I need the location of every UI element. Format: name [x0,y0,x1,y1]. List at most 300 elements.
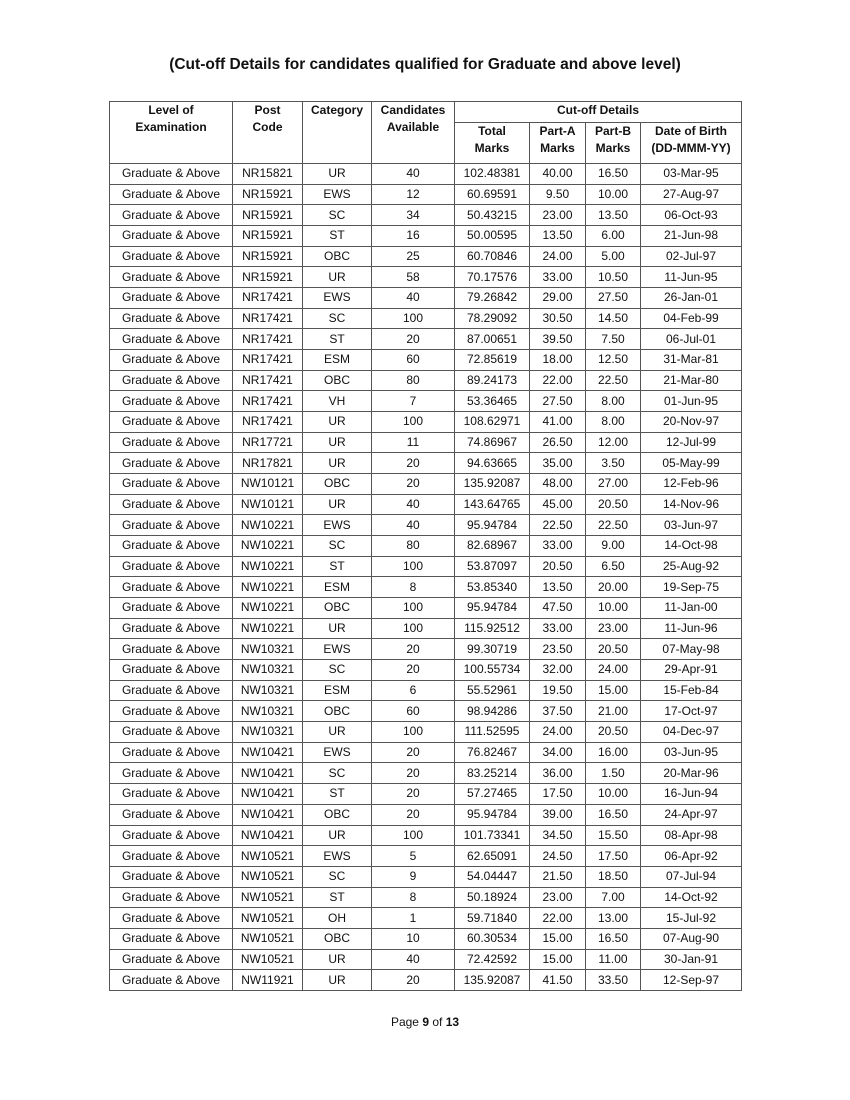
cell-post-code: NW10521 [233,928,303,949]
cell-candidates: 34 [372,205,455,226]
cell-category: EWS [303,639,372,660]
cell-total-marks: 72.85619 [455,350,530,371]
cell-post-code: NR15921 [233,267,303,288]
cell-level: Graduate & Above [110,556,233,577]
cell-total-marks: 50.00595 [455,226,530,247]
cell-post-code: NR17421 [233,391,303,412]
cell-post-code: NW10521 [233,846,303,867]
cell-part-b: 6.00 [586,226,641,247]
cell-candidates: 10 [372,928,455,949]
cell-candidates: 40 [372,164,455,185]
cell-candidates: 20 [372,474,455,495]
cell-level: Graduate & Above [110,763,233,784]
cell-dob: 14-Nov-96 [641,494,742,515]
cell-post-code: NR15921 [233,184,303,205]
cell-part-b: 7.50 [586,329,641,350]
cell-candidates: 8 [372,887,455,908]
cell-post-code: NW10521 [233,908,303,929]
cell-post-code: NW10221 [233,618,303,639]
cell-candidates: 20 [372,639,455,660]
cell-part-b: 15.50 [586,825,641,846]
cell-total-marks: 111.52595 [455,722,530,743]
cell-part-b: 5.00 [586,246,641,267]
cell-total-marks: 89.24173 [455,370,530,391]
cell-candidates: 20 [372,453,455,474]
cell-part-b: 7.00 [586,887,641,908]
cell-post-code: NR17821 [233,453,303,474]
cell-level: Graduate & Above [110,680,233,701]
cell-part-a: 20.50 [530,556,586,577]
cell-level: Graduate & Above [110,370,233,391]
cell-total-marks: 78.29092 [455,308,530,329]
cell-part-b: 33.50 [586,970,641,991]
cell-post-code: NW10421 [233,763,303,784]
cell-level: Graduate & Above [110,329,233,350]
cell-candidates: 1 [372,908,455,929]
table-row [110,763,742,784]
cell-category: EWS [303,184,372,205]
cell-total-marks: 135.92087 [455,970,530,991]
table-row [110,701,742,722]
cell-category: ESM [303,680,372,701]
cell-part-b: 12.00 [586,432,641,453]
cell-part-a: 33.00 [530,618,586,639]
cell-candidates: 25 [372,246,455,267]
table-row [110,866,742,887]
table-row [110,660,742,681]
table-row [110,164,742,185]
cell-dob: 07-Aug-90 [641,928,742,949]
table-row [110,618,742,639]
cell-dob: 16-Jun-94 [641,784,742,805]
cell-candidates: 100 [372,825,455,846]
cell-total-marks: 79.26842 [455,288,530,309]
cell-total-marks: 54.04447 [455,866,530,887]
cell-part-a: 24.00 [530,722,586,743]
cell-part-a: 47.50 [530,598,586,619]
cell-dob: 11-Jun-96 [641,618,742,639]
cell-dob: 07-May-98 [641,639,742,660]
cell-total-marks: 62.65091 [455,846,530,867]
header-post-code: Post Code [233,102,303,164]
cell-level: Graduate & Above [110,908,233,929]
cell-part-b: 8.00 [586,391,641,412]
header-part-b: Part-B Marks [586,123,641,164]
cell-level: Graduate & Above [110,350,233,371]
cell-total-marks: 143.64765 [455,494,530,515]
cell-dob: 11-Jan-00 [641,598,742,619]
table-row [110,887,742,908]
cell-category: UR [303,494,372,515]
cell-candidates: 5 [372,846,455,867]
cell-level: Graduate & Above [110,267,233,288]
cell-part-b: 13.00 [586,908,641,929]
cell-part-a: 39.50 [530,329,586,350]
cell-total-marks: 70.17576 [455,267,530,288]
table-row [110,474,742,495]
cell-total-marks: 135.92087 [455,474,530,495]
cell-dob: 25-Aug-92 [641,556,742,577]
cell-total-marks: 53.85340 [455,577,530,598]
cell-level: Graduate & Above [110,453,233,474]
cell-part-a: 19.50 [530,680,586,701]
cell-dob: 02-Jul-97 [641,246,742,267]
cell-post-code: NW10321 [233,639,303,660]
cell-dob: 14-Oct-98 [641,536,742,557]
cell-level: Graduate & Above [110,391,233,412]
table-row [110,928,742,949]
cell-category: UR [303,453,372,474]
cell-part-b: 24.00 [586,660,641,681]
cell-part-b: 20.50 [586,722,641,743]
cell-dob: 17-Oct-97 [641,701,742,722]
cell-category: SC [303,536,372,557]
cell-part-b: 1.50 [586,763,641,784]
cell-part-a: 35.00 [530,453,586,474]
cell-total-marks: 94.63665 [455,453,530,474]
cell-level: Graduate & Above [110,577,233,598]
cell-part-a: 24.50 [530,846,586,867]
cell-part-b: 6.50 [586,556,641,577]
cell-category: OH [303,908,372,929]
cell-part-a: 34.50 [530,825,586,846]
cell-dob: 03-Jun-95 [641,742,742,763]
cell-part-b: 3.50 [586,453,641,474]
cell-candidates: 12 [372,184,455,205]
cell-part-b: 10.00 [586,184,641,205]
cell-dob: 24-Apr-97 [641,804,742,825]
page-label: Page [390,1015,419,1029]
table-row [110,391,742,412]
cell-total-marks: 59.71840 [455,908,530,929]
cell-part-a: 39.00 [530,804,586,825]
cell-part-b: 16.50 [586,804,641,825]
cell-total-marks: 115.92512 [455,618,530,639]
cell-part-b: 27.50 [586,288,641,309]
cell-total-marks: 83.25214 [455,763,530,784]
cell-category: OBC [303,370,372,391]
cell-total-marks: 87.00651 [455,329,530,350]
table-row [110,846,742,867]
cell-candidates: 60 [372,701,455,722]
cell-category: VH [303,391,372,412]
cell-candidates: 100 [372,722,455,743]
cell-level: Graduate & Above [110,928,233,949]
cell-part-b: 21.00 [586,701,641,722]
cell-part-a: 45.00 [530,494,586,515]
cell-category: UR [303,618,372,639]
table-row [110,577,742,598]
header-category: Category [303,102,372,164]
cell-candidates: 6 [372,680,455,701]
cell-candidates: 20 [372,763,455,784]
of-label: of [432,1015,443,1029]
cell-post-code: NW10321 [233,660,303,681]
table-row [110,288,742,309]
cell-part-b: 9.00 [586,536,641,557]
cell-dob: 14-Oct-92 [641,887,742,908]
cell-level: Graduate & Above [110,784,233,805]
cell-dob: 27-Aug-97 [641,184,742,205]
cell-part-b: 11.00 [586,949,641,970]
cell-part-b: 13.50 [586,205,641,226]
cell-dob: 30-Jan-91 [641,949,742,970]
cell-dob: 07-Jul-94 [641,866,742,887]
cell-total-marks: 95.94784 [455,804,530,825]
cell-part-a: 32.00 [530,660,586,681]
cell-level: Graduate & Above [110,412,233,433]
cell-part-a: 13.50 [530,226,586,247]
cell-post-code: NW10421 [233,742,303,763]
cell-level: Graduate & Above [110,866,233,887]
cell-total-marks: 53.36465 [455,391,530,412]
cell-total-marks: 57.27465 [455,784,530,805]
cell-dob: 04-Dec-97 [641,722,742,743]
cell-candidates: 58 [372,267,455,288]
cell-part-b: 22.50 [586,370,641,391]
table-row [110,329,742,350]
cell-post-code: NW10521 [233,866,303,887]
cell-dob: 01-Jun-95 [641,391,742,412]
cell-level: Graduate & Above [110,846,233,867]
cell-post-code: NR17421 [233,308,303,329]
cell-post-code: NW10221 [233,556,303,577]
cell-part-a: 13.50 [530,577,586,598]
cell-level: Graduate & Above [110,618,233,639]
cell-part-b: 17.50 [586,846,641,867]
cell-candidates: 7 [372,391,455,412]
cell-total-marks: 108.62971 [455,412,530,433]
header-total-marks: Total Marks [455,123,530,164]
table-row [110,308,742,329]
cell-part-a: 21.50 [530,866,586,887]
cell-dob: 06-Jul-01 [641,329,742,350]
cell-post-code: NW10221 [233,536,303,557]
table-row [110,370,742,391]
cell-candidates: 20 [372,660,455,681]
cell-category: ST [303,556,372,577]
table-row [110,267,742,288]
cell-candidates: 20 [372,329,455,350]
cell-post-code: NW10121 [233,494,303,515]
cell-candidates: 8 [372,577,455,598]
cutoff-table [109,101,742,991]
cell-part-b: 8.00 [586,412,641,433]
cell-category: ST [303,226,372,247]
cell-level: Graduate & Above [110,494,233,515]
cell-part-a: 26.50 [530,432,586,453]
cell-part-a: 23.00 [530,887,586,908]
header-cutoff-details: Cut-off Details [455,102,742,123]
cell-level: Graduate & Above [110,701,233,722]
table-row [110,515,742,536]
cell-dob: 20-Mar-96 [641,763,742,784]
cell-category: ESM [303,350,372,371]
cell-candidates: 20 [372,804,455,825]
cell-level: Graduate & Above [110,639,233,660]
cell-post-code: NR17421 [233,412,303,433]
cell-candidates: 100 [372,618,455,639]
table-row [110,432,742,453]
cell-category: UR [303,970,372,991]
cell-part-a: 22.00 [530,908,586,929]
cell-part-b: 22.50 [586,515,641,536]
cell-level: Graduate & Above [110,246,233,267]
cell-level: Graduate & Above [110,536,233,557]
cell-part-a: 34.00 [530,742,586,763]
cell-total-marks: 95.94784 [455,515,530,536]
cell-level: Graduate & Above [110,474,233,495]
cell-category: UR [303,722,372,743]
page-total: 13 [445,1015,460,1029]
cell-part-a: 40.00 [530,164,586,185]
table-row [110,742,742,763]
cell-category: SC [303,866,372,887]
cell-candidates: 100 [372,412,455,433]
table-row [110,536,742,557]
cell-level: Graduate & Above [110,164,233,185]
table-row [110,350,742,371]
table-row [110,825,742,846]
cell-candidates: 40 [372,288,455,309]
cell-candidates: 9 [372,866,455,887]
cell-category: SC [303,660,372,681]
cell-dob: 29-Apr-91 [641,660,742,681]
cell-part-a: 9.50 [530,184,586,205]
cell-candidates: 100 [372,556,455,577]
cell-level: Graduate & Above [110,308,233,329]
cell-part-b: 10.50 [586,267,641,288]
page-footer [0,1015,850,1029]
header-dob: Date of Birth (DD-MMM-YY) [641,123,742,164]
cell-category: OBC [303,701,372,722]
cell-level: Graduate & Above [110,598,233,619]
cell-total-marks: 60.69591 [455,184,530,205]
cell-dob: 15-Feb-84 [641,680,742,701]
cell-dob: 31-Mar-81 [641,350,742,371]
cell-part-b: 18.50 [586,866,641,887]
cell-category: EWS [303,515,372,536]
cell-category: OBC [303,246,372,267]
cell-part-b: 16.50 [586,928,641,949]
cell-part-b: 10.00 [586,784,641,805]
cell-category: OBC [303,598,372,619]
cell-post-code: NR15921 [233,226,303,247]
cell-category: OBC [303,928,372,949]
table-row [110,784,742,805]
cell-total-marks: 100.55734 [455,660,530,681]
cell-candidates: 80 [372,370,455,391]
cell-part-b: 12.50 [586,350,641,371]
cell-category: SC [303,308,372,329]
cell-category: SC [303,763,372,784]
cell-part-a: 22.00 [530,370,586,391]
cell-part-a: 41.00 [530,412,586,433]
table-row [110,970,742,991]
cell-part-a: 30.50 [530,308,586,329]
cell-part-b: 23.00 [586,618,641,639]
cell-level: Graduate & Above [110,949,233,970]
cell-total-marks: 50.18924 [455,887,530,908]
cell-part-a: 33.00 [530,267,586,288]
cell-category: EWS [303,846,372,867]
cell-post-code: NW10221 [233,515,303,536]
table-row [110,949,742,970]
cell-post-code: NW10421 [233,825,303,846]
cell-candidates: 16 [372,226,455,247]
cell-part-b: 20.50 [586,639,641,660]
cell-category: OBC [303,474,372,495]
cell-post-code: NW10121 [233,474,303,495]
table-row [110,556,742,577]
header-part-a: Part-A Marks [530,123,586,164]
cell-post-code: NR15921 [233,205,303,226]
cell-part-b: 10.00 [586,598,641,619]
cell-candidates: 40 [372,515,455,536]
cell-candidates: 80 [372,536,455,557]
cell-level: Graduate & Above [110,432,233,453]
cell-post-code: NW10421 [233,804,303,825]
header-level: Level of Examination [110,102,233,164]
cell-post-code: NW10521 [233,887,303,908]
cell-dob: 04-Feb-99 [641,308,742,329]
cell-category: ST [303,784,372,805]
cell-candidates: 40 [372,949,455,970]
table-row [110,205,742,226]
cell-total-marks: 102.48381 [455,164,530,185]
cell-dob: 06-Apr-92 [641,846,742,867]
cell-part-b: 16.00 [586,742,641,763]
cell-level: Graduate & Above [110,722,233,743]
cell-candidates: 20 [372,742,455,763]
cell-part-a: 17.50 [530,784,586,805]
page-title: (Cut-off Details for candidates qualified for Graduate and above level) [169,56,681,73]
cell-post-code: NW10321 [233,680,303,701]
cell-candidates: 11 [372,432,455,453]
cell-part-a: 18.00 [530,350,586,371]
cell-post-code: NW10221 [233,577,303,598]
cell-level: Graduate & Above [110,660,233,681]
cell-category: EWS [303,288,372,309]
cell-part-a: 36.00 [530,763,586,784]
cell-post-code: NR15821 [233,164,303,185]
cell-dob: 15-Jul-92 [641,908,742,929]
cell-part-a: 15.00 [530,949,586,970]
cell-part-a: 24.00 [530,246,586,267]
cell-total-marks: 76.82467 [455,742,530,763]
cell-total-marks: 99.30719 [455,639,530,660]
cell-level: Graduate & Above [110,804,233,825]
cell-post-code: NW10421 [233,784,303,805]
table-row [110,184,742,205]
table-row [110,804,742,825]
cell-dob: 20-Nov-97 [641,412,742,433]
cell-candidates: 40 [372,494,455,515]
cell-total-marks: 53.87097 [455,556,530,577]
cell-total-marks: 60.70846 [455,246,530,267]
cell-category: UR [303,164,372,185]
cell-level: Graduate & Above [110,825,233,846]
cell-level: Graduate & Above [110,288,233,309]
cell-candidates: 20 [372,970,455,991]
table-row [110,908,742,929]
cell-part-b: 20.00 [586,577,641,598]
table-row [110,494,742,515]
table-row [110,246,742,267]
cell-post-code: NR17421 [233,329,303,350]
cell-total-marks: 74.86967 [455,432,530,453]
cell-candidates: 100 [372,308,455,329]
